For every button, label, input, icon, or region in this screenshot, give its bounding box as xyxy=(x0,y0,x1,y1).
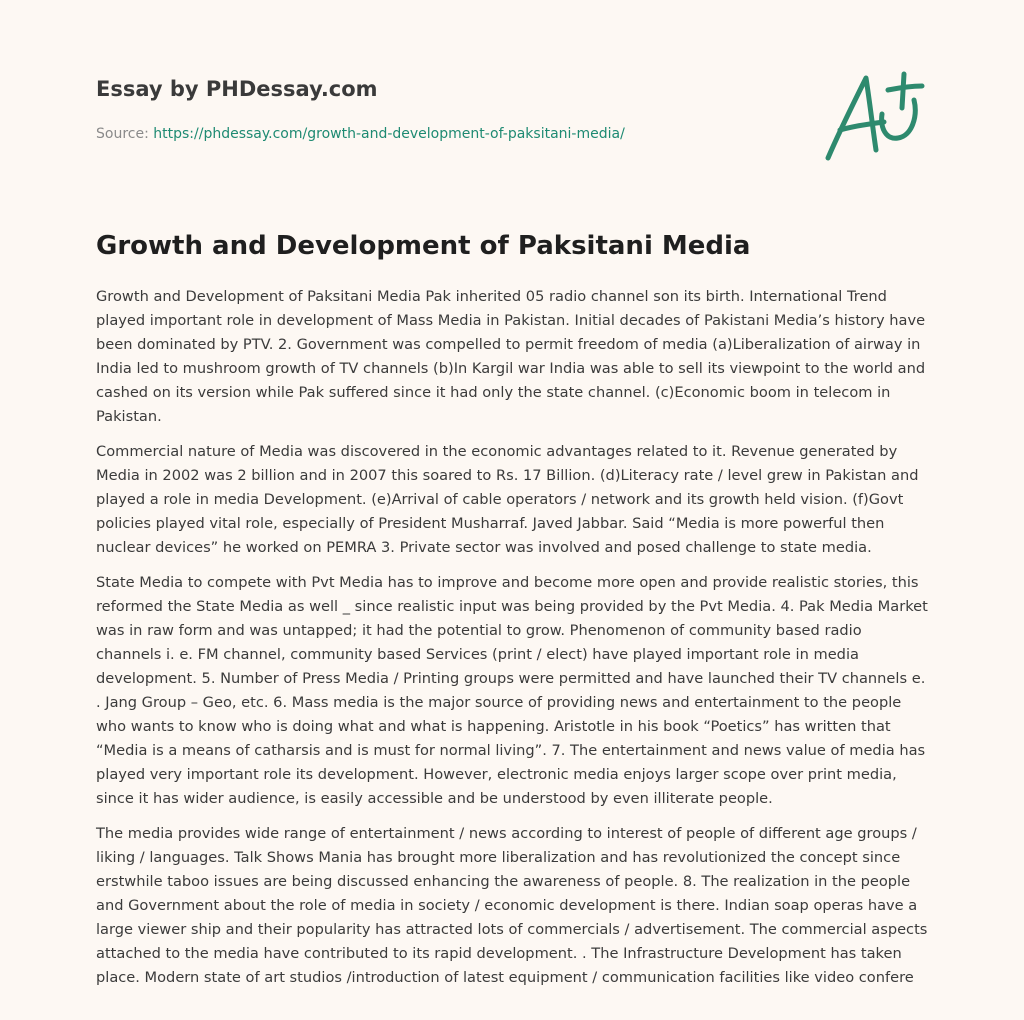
article-body xyxy=(96,285,928,1001)
article-paragraph: Growth and Development of Paksitani Media Pak inherited 05 radio channel son its birth. International Trend played important role in development of Mass Media in Pakistan. Initial decades of Pakistani Media’s history have been dominated by PTV. 2. Government was compelled to permit freedom of media (a)Liberalization of airway in India led to mushroom growth of TV channels (b)In Kargil war India was able to sell its viewpoint to the world and cashed on its version while Pak suffered since it had only the state channel. (c)Economic boom in telecom in Pakistan. xyxy=(96,288,926,425)
article-paragraph: Commercial nature of Media was discovered in the economic advantages related to it. Revenue generated by Media in 2002 was 2 billion and in 2007 this soared to Rs. 17 Billion. (d)Literacy rate / level grew in Pakistan and played a role in media Development. (e)Arrival of cable operators / network and its growth held vision. (f)Govt policies played vital role, especially of President Musharraf. Javed Jabbar. Said “Media is more powerful then nuclear devices” he worked on PEMRA 3. Private sector was involved and posed challenge to state media. xyxy=(96,443,919,556)
brand-title: Essay by PHDessay.com xyxy=(96,77,378,101)
source-label: Source: xyxy=(96,126,149,142)
article-paragraph: The media provides wide range of entertainment / news according to interest of people of different age groups / liking / languages. Talk Shows Mania has brought more liberalization and has revolutionized the concept since erstwhile taboo issues are being discussed enhancing the awareness of people. 8. The realization in the people and Government about the role of media in society / economic development is there. Indian soap operas have a large viewer ship and their popularity has attracted lots of commercials / advertisement. The commercial aspects attached to the media have contributed to its rapid development. . The Infrastructure Development has taken place. Modern state of art studios /introduction of latest equipment / communication facilities like video confere xyxy=(96,825,928,986)
page-header xyxy=(96,74,796,144)
article-title: Growth and Development of Paksitani Media xyxy=(96,231,751,261)
article-paragraph: State Media to compete with Pvt Media has to improve and become more open and provide realistic stories, this reformed the State Media as well _ since realistic input was being provided by the Pvt Media. 4. Pak Media Market was in raw form and was untapped; it had the potential to grow. Phenomenon of community based radio channels i. e. FM channel, community based Services (print / elect) have played important role in media development. 5. Number of Press Media / Printing groups were permitted and have launched their TV channels e. . Jang Group – Geo, etc. 6. Mass media is the major source of providing news and entertainment to the people who wants to know who is doing what and what is happening. Aristotle in his book “Poetics” has written that “Media is a means of catharsis and is must for normal living”. 7. The entertainment and news value of media has played very important role its development. However, electronic media enjoys larger scope over print media, since it has wider audience, is easily accessible and be understood by even illiterate people. xyxy=(96,574,928,807)
source-line xyxy=(96,124,796,144)
a-plus-grade-icon xyxy=(818,66,928,166)
source-link[interactable]: https://phdessay.com/growth-and-development-of-paksitani-media/ xyxy=(153,126,625,142)
